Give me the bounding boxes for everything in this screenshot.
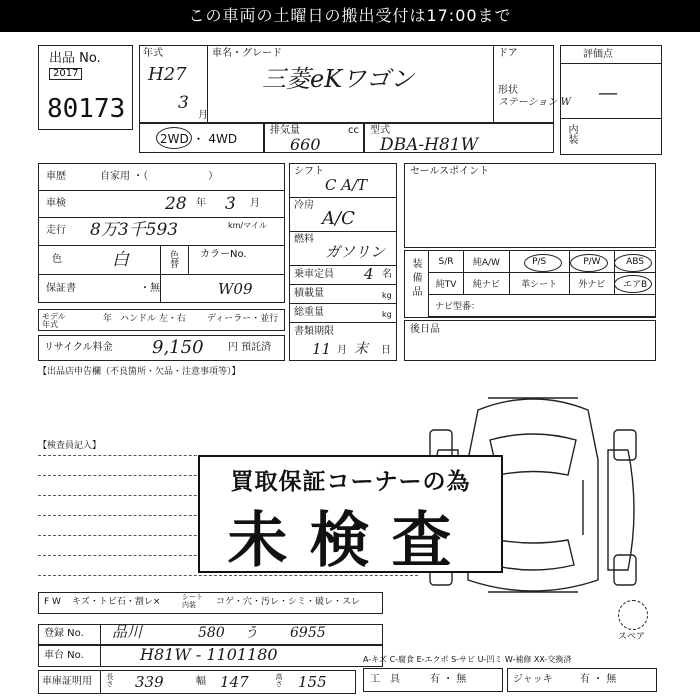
aircon-hw: A/C bbox=[322, 208, 355, 229]
color-hw: 白 bbox=[112, 250, 129, 270]
deadline-unit2: 日 bbox=[381, 345, 391, 356]
fw-label: F W bbox=[44, 597, 61, 607]
inspector-label: 【検査員記入】 bbox=[38, 441, 102, 451]
reg-hw1: 品川 bbox=[112, 623, 143, 641]
aircon-label: 冷房 bbox=[294, 200, 314, 211]
shape-label: 形状 bbox=[498, 85, 518, 96]
cert-length-hw: 339 bbox=[135, 673, 164, 691]
shape-hw: ステーション W bbox=[498, 97, 571, 108]
mileage-label: 走行 bbox=[46, 225, 66, 236]
inspection-month-unit: 月 bbox=[250, 198, 260, 209]
recycle-unit: 円 預託済 bbox=[228, 342, 272, 353]
door-label: ドア bbox=[498, 48, 518, 59]
displacement-hw: 660 bbox=[290, 135, 321, 154]
reg-hw4: 6955 bbox=[290, 625, 326, 641]
color-change-label: 色替 bbox=[168, 250, 178, 268]
month-unit: 月 bbox=[198, 110, 208, 121]
capacity-label: 乗車定員 bbox=[294, 269, 334, 280]
deadline-unit1: 月 bbox=[337, 345, 347, 356]
month-hw: 3 bbox=[178, 93, 189, 113]
warranty-label: 保証書 bbox=[46, 283, 76, 294]
mileage-unit: km/マイル bbox=[228, 221, 267, 230]
capacity-unit: 名 bbox=[382, 269, 392, 280]
cert-length-label: 長さ bbox=[106, 673, 114, 687]
gross-label: 総重量 bbox=[294, 307, 324, 318]
model-hw: DBA-H81W bbox=[380, 135, 479, 155]
eq-pw: P/W bbox=[569, 251, 614, 273]
cert-label: 車庫証明用 bbox=[42, 676, 92, 687]
handle-label: ハンドル 左・右 bbox=[120, 314, 186, 324]
fuel-hw: ガソリン bbox=[325, 243, 386, 261]
eq-aw: 純A/W bbox=[464, 251, 510, 273]
inspection-label: 車検 bbox=[46, 198, 66, 209]
inspection-year-hw: 28 bbox=[165, 194, 187, 214]
deadline-hw: 11 bbox=[312, 340, 332, 358]
drive-circle bbox=[156, 127, 192, 149]
drive-label: 2WD ・ 4WD bbox=[160, 132, 238, 146]
lot-number: 80173 bbox=[47, 94, 126, 124]
deadline-mid: 末 bbox=[354, 341, 368, 357]
chassis-label: 車台 No. bbox=[44, 650, 84, 661]
fw-text1: キズ・トビ石・割レ× bbox=[72, 597, 161, 607]
eq-ps: P/S bbox=[509, 251, 569, 273]
capacity-hw: 4 bbox=[364, 265, 374, 283]
eq-tv: 純TV bbox=[429, 273, 464, 295]
gross-unit: kg bbox=[382, 310, 392, 319]
name-label: 車名・グレード bbox=[212, 48, 282, 59]
abs-circle bbox=[614, 254, 652, 272]
lot-box bbox=[38, 45, 133, 130]
color-label: 色 bbox=[52, 254, 62, 265]
aftermarket-label: 後日品 bbox=[410, 324, 440, 335]
sales-point-label: セールスポイント bbox=[410, 166, 490, 177]
eq-sr: S/R bbox=[429, 251, 464, 273]
eq-airbag: エアB bbox=[615, 273, 656, 295]
inspection-year-unit: 年 bbox=[196, 198, 206, 209]
reg-label: 登録 No. bbox=[44, 628, 84, 639]
car-right-side bbox=[608, 450, 634, 570]
dealer-label: ディーラー・並行 bbox=[207, 314, 279, 324]
shift-hw: C A/T bbox=[325, 176, 368, 194]
interior-label: 内装 bbox=[566, 124, 577, 144]
eq-navi-model: ナビ型番： bbox=[429, 295, 656, 317]
lot-label: 出品 No. bbox=[49, 51, 101, 66]
stamp-line2: 未検査 bbox=[227, 506, 474, 576]
warranty-value: ・無 bbox=[140, 283, 160, 294]
stamp bbox=[198, 455, 503, 576]
rating-label: 評価点 bbox=[583, 49, 613, 60]
eq-leather: 革シート bbox=[509, 273, 569, 295]
banner: この車両の土曜日の搬出受付は17:00まで bbox=[0, 0, 700, 32]
history-label: 車歴 bbox=[46, 171, 66, 182]
load-label: 積載量 bbox=[294, 288, 324, 299]
deadline-label: 書類期限 bbox=[294, 326, 334, 337]
jack-value: 有 ・ 無 bbox=[580, 674, 617, 685]
tool-label: 工 具 bbox=[370, 674, 400, 685]
rating-value: — bbox=[598, 80, 618, 104]
color-no-label: カラーNo. bbox=[200, 249, 247, 260]
equipment-label: 装備品 bbox=[410, 258, 421, 300]
aftermarket-box bbox=[404, 320, 656, 361]
car-rear-window bbox=[492, 540, 574, 570]
fw-seat: シート内装 bbox=[182, 593, 203, 609]
ps-circle bbox=[524, 254, 562, 272]
eq-navi: 純ナビ bbox=[464, 273, 510, 295]
legend: A-キズ C-腐食 E-エクボ S-サビ U-凹ミ W-補修 XX-交換済 bbox=[363, 655, 572, 664]
stamp-line1: 買取保証コーナーの為 bbox=[230, 469, 471, 495]
name-hw: 三菱eKワゴン bbox=[262, 65, 415, 93]
spare-icon bbox=[618, 600, 648, 630]
pw-circle bbox=[570, 254, 608, 272]
history-value: 自家用 ・（ ） bbox=[100, 171, 219, 182]
displacement-label: 排気量 bbox=[270, 125, 300, 136]
year-label: 年式 bbox=[143, 48, 163, 59]
model-label: 型式 bbox=[370, 125, 390, 136]
mileage-hw: 8万3千593 bbox=[90, 220, 179, 240]
displacement-unit: cc bbox=[348, 125, 359, 136]
color-no-hw: W09 bbox=[218, 280, 253, 298]
eq-abs: ABS bbox=[615, 251, 656, 273]
shift-label: シフト bbox=[294, 166, 324, 177]
year-hw: H27 bbox=[148, 64, 187, 85]
spare-label: スペア bbox=[618, 632, 646, 642]
fw-text2: コゲ・穴・汚レ・シミ・破レ・スレ bbox=[216, 597, 361, 607]
lot-year-tag: 2017 bbox=[49, 68, 82, 80]
model-year-label: モデル年式 bbox=[42, 312, 66, 329]
notes-label: 【出品店申告欄（不良箇所・欠品・注意事項等）】 bbox=[38, 367, 241, 377]
model-year-unit: 年 bbox=[103, 314, 113, 324]
reg-hw2: 580 bbox=[198, 625, 225, 641]
inspection-month-hw: 3 bbox=[225, 194, 236, 214]
wheel-fr bbox=[614, 430, 636, 460]
tool-value: 有 ・ 無 bbox=[430, 674, 467, 685]
jack-label: ジャッキ bbox=[513, 674, 553, 685]
recycle-label: リサイクル料金 bbox=[44, 342, 113, 353]
eq-ext-navi: 外ナビ bbox=[569, 273, 614, 295]
reg-hw3: う bbox=[244, 625, 258, 641]
cert-width-label: 幅 bbox=[196, 676, 206, 687]
cert-height-hw: 155 bbox=[298, 673, 327, 691]
recycle-hw: 9,150 bbox=[152, 337, 204, 358]
load-unit: kg bbox=[382, 291, 392, 300]
fuel-label: 燃料 bbox=[294, 234, 314, 245]
airbag-circle bbox=[614, 275, 652, 293]
chassis-hw: H81W - 1101180 bbox=[140, 645, 278, 664]
cert-height-label: 高さ bbox=[275, 673, 283, 687]
cert-width-hw: 147 bbox=[220, 673, 249, 691]
